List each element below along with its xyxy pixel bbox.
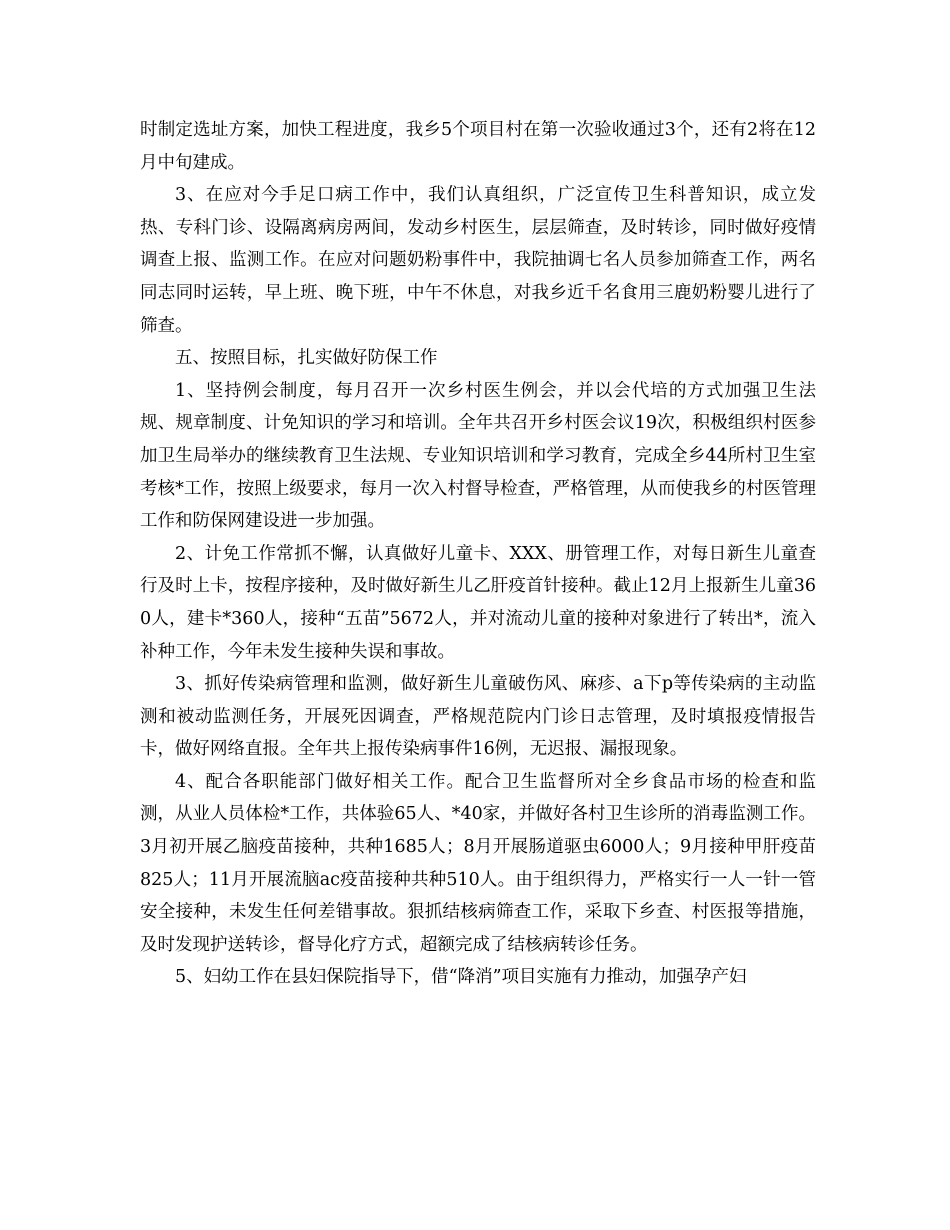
- paragraph-project-progress: 时制定选址方案，加快工程进度，我乡5个项目村在第一次验收通过3个，还有2将在12月中旬建成。: [140, 120, 816, 173]
- document-body: [140, 114, 816, 994]
- paragraph-infectious-disease: 3、抓好传染病管理和监测，做好新生儿童破伤风、麻疹、a下p等传染病的主动监测和被动监测任务，开展死因调查，严格规范院内门诊日志管理，及时填报疫情报告卡，做好网络直报。全年共上报传染病事件16例，无迟报、漏报现象。: [140, 674, 816, 760]
- paragraph-hand-foot-mouth: 3、在应对今手足口病工作中，我们认真组织，广泛宣传卫生科普知识，成立发热、专科门诊、设隔离病房两间，发动乡村医生，层层筛查，及时转诊，同时做好疫情调查上报、监测工作。在应对问题奶粉事件中，我院抽调七名人员参加筛查工作，两名同志同时运转，早上班、晚下班，中午不休息，对我乡近千名食用三鹿奶粉婴儿进行了筛查。: [140, 185, 816, 336]
- paragraph-cooperation: 4、配合各职能部门做好相关工作。配合卫生监督所对全乡食品市场的检查和监测，从业人员体检*工作，共体验65人、*40家，并做好各村卫生诊所的消毒监测工作。3月初开展乙脑疫苗接种，共种1685人；8月开展肠道驱虫6000人；9月接种甲肝疫苗825人；11月开展流脑ac疫苗接种共种510人。由于组织得力，严格实行一人一针一管安全接种，未发生任何差错事故。狠抓结核病筛查工作，采取下乡查、村医报等措施，及时发现护送转诊，督导化疗方式，超额完成了结核病转诊任务。: [140, 771, 816, 955]
- paragraph-immunization: 2、计免工作常抓不懈，认真做好儿童卡、XXX、册管理工作，对每日新生儿童查行及时上卡，按程序接种，及时做好新生儿乙肝疫首针接种。截止12月上报新生儿童360人，建卡*360人，接种“五苗”5672人，并对流动儿童的接种对象进行了转出*，流入补种工作，今年未发生接种失误和事故。: [140, 543, 816, 662]
- section-heading-epidemic-prevention: 五、按照目标，扎实做好防保工作: [175, 348, 438, 369]
- paragraph-maternal-child: 5、妇幼工作在县妇保院指导下，借“降消”项目实施有力推动，加强孕产妇: [175, 967, 747, 988]
- paragraph-regular-meetings: 1、坚持例会制度，每月召开一次乡村医生例会，并以会代培的方式加强卫生法规、规章制度、计免知识的学习和培训。全年共召开乡村医会议19次，积极组织村医参加卫生局举办的继续教育卫生法规、专业知识培训和学习教育，完成全乡44所村卫生室考核*工作，按照上级要求，每月一次入村督导检查，严格管理，从而使我乡的村医管理工作和防保网建设进一步加强。: [140, 380, 816, 532]
